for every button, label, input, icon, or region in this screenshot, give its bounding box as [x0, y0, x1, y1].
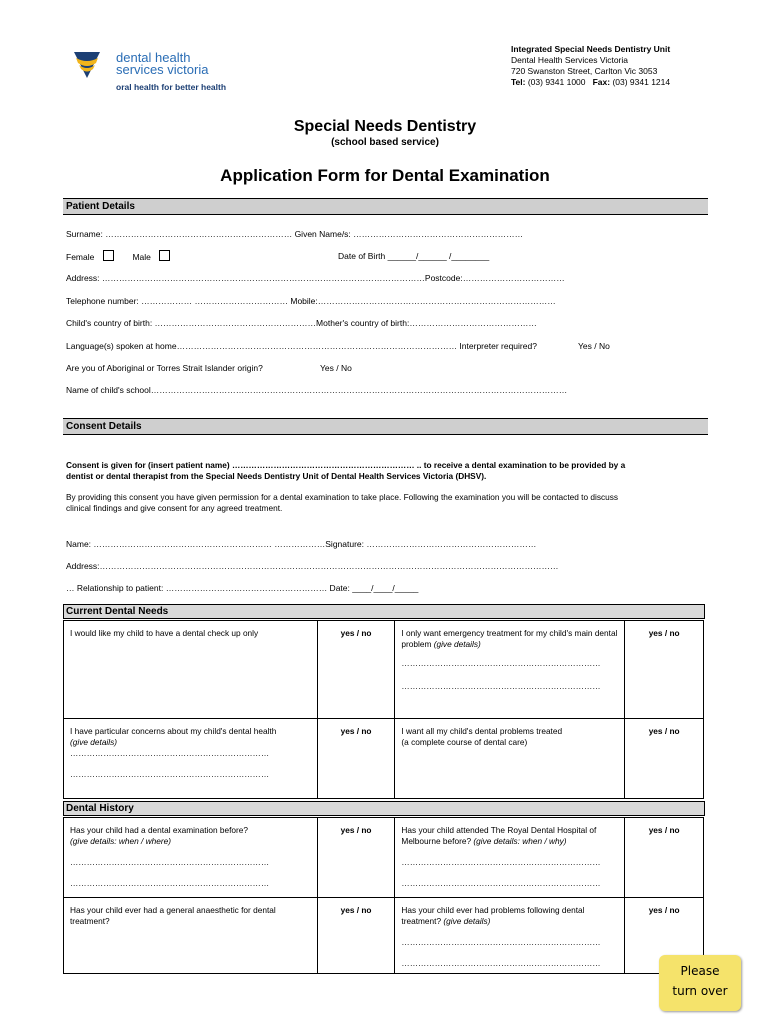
- consent-statement-line1: Consent is given for (insert patient name) ………………………………………………………… .. to receive a dental examination to be provided by a: [66, 460, 626, 470]
- unit-name: Integrated Special Needs Dentistry Unit: [511, 44, 671, 54]
- dhsv-logo: [72, 48, 232, 94]
- page-title: Special Needs Dentistry: [293, 118, 477, 135]
- needs-emergency-cell: [395, 621, 625, 719]
- please-turn-over-note: [659, 955, 741, 1011]
- logo-line2: services victoria: [116, 62, 209, 77]
- tel-number: (03) 9341 1000: [525, 77, 586, 87]
- consent-paragraph-line2: clinical findings and give consent for any agreed treatment.: [66, 503, 283, 513]
- history-problems-cell: [395, 898, 625, 974]
- needs-checkup-yes-no[interactable]: yes / no: [317, 621, 395, 719]
- needs-concerns-yes-no[interactable]: yes / no: [317, 719, 395, 799]
- needs-complete-subtext: (a complete course of dental care): [401, 737, 528, 747]
- consent-address-field[interactable]: Address:………………………………………………………………………………………………………………………………………………: [66, 561, 559, 571]
- needs-emergency-details-line2[interactable]: ………………………………………………………………: [401, 681, 601, 691]
- aboriginal-question: Are you of Aboriginal or Torres Strait Islander origin?: [66, 363, 263, 373]
- note-line2: turn over: [672, 984, 728, 998]
- relationship-date-field[interactable]: … Relationship to patient: ………………………………………………… Date: ____/____/_____: [66, 583, 419, 593]
- interpreter-yes-no[interactable]: Yes / No: [578, 341, 610, 351]
- country-of-birth-field[interactable]: Child's country of birth: …………………………………………………Mother's country of birth:………………………………………: [66, 318, 537, 328]
- needs-checkup-cell: [64, 621, 318, 719]
- logo-line1: dental health: [116, 50, 191, 65]
- female-checkbox[interactable]: [103, 250, 114, 261]
- note-line1: Please: [680, 964, 720, 978]
- history-problems-yes-no[interactable]: yes / no: [625, 898, 704, 974]
- table-row: [64, 719, 704, 799]
- female-label: Female: [66, 252, 95, 262]
- consent-paragraph-line1: By providing this consent you have given permission for a dental examination to take place. Following the examination you will be contacted to discuss: [66, 492, 619, 502]
- needs-emergency-text: I only want emergency treatment for my child's main dental problem: [401, 628, 618, 649]
- history-problems-details-line2[interactable]: ………………………………………………………………: [401, 958, 601, 968]
- consent-details-header: Consent Details: [63, 418, 708, 435]
- current-dental-needs-header: Current Dental Needs: [63, 604, 705, 619]
- telephone-field[interactable]: Telephone number: ……………… …………………………… Mobile:…………………………………………………………………………: [66, 296, 556, 306]
- needs-emergency-hint: (give details): [433, 639, 481, 649]
- history-exam-cell: [64, 818, 318, 898]
- history-rdhm-hint: (give details: when / why): [473, 836, 567, 846]
- needs-emergency-yes-no[interactable]: yes / no: [625, 621, 704, 719]
- history-exam-details-line1[interactable]: ………………………………………………………………: [70, 857, 270, 867]
- history-exam-details-line2[interactable]: ………………………………………………………………: [70, 878, 270, 888]
- address-field[interactable]: Address: ……………………………………………………………………………………………………Postcode:………………………………: [66, 273, 565, 283]
- history-rdhm-details-line2[interactable]: ………………………………………………………………: [401, 878, 601, 888]
- dob-field[interactable]: Date of Birth ______/______ /________: [338, 251, 490, 261]
- unit-address: 720 Swanston Street, Carlton Vic 3053: [511, 66, 658, 76]
- unit-address-block: [511, 44, 731, 88]
- fax-label: Fax:: [592, 77, 611, 87]
- history-problems-details-line1[interactable]: ………………………………………………………………: [401, 937, 601, 947]
- male-label: Male: [132, 252, 151, 262]
- gender-row: [66, 250, 170, 262]
- history-rdhm-yes-no[interactable]: yes / no: [625, 818, 704, 898]
- consent-name-signature-field[interactable]: Name: ……………………………………………………… ………………Signature: ……………………………………………………: [66, 539, 537, 549]
- unit-phone-fax: [511, 77, 731, 88]
- history-problems-text: Has your child ever had problems following dental treatment?: [401, 905, 585, 926]
- school-field[interactable]: Name of child's school…………………………………………………………………………………………………………………………………: [66, 385, 568, 395]
- history-problems-hint: (give details): [443, 916, 491, 926]
- history-exam-text: Has your child had a dental examination before?: [70, 825, 249, 835]
- consent-statement: [66, 460, 716, 482]
- history-rdhm-text: Has your child attended The Royal Dental Hospital of Melbourne before?: [401, 825, 597, 846]
- dental-history-header: Dental History: [63, 801, 705, 816]
- tel-label: Tel:: [511, 77, 526, 87]
- history-exam-yes-no[interactable]: yes / no: [317, 818, 395, 898]
- surname-field[interactable]: Surname: ………………………………………………………… Given Name/s: ……………………………………………………: [66, 229, 524, 239]
- history-anaesthetic-yes-no[interactable]: yes / no: [317, 898, 395, 974]
- history-anaesthetic-text: Has your child ever had a general anaesthetic for dental treatment?: [70, 905, 276, 926]
- history-rdhm-details-line1[interactable]: ………………………………………………………………: [401, 857, 601, 867]
- consent-paragraph: [66, 492, 716, 514]
- needs-concerns-hint: (give details): [70, 737, 118, 747]
- needs-emergency-details-line1[interactable]: ………………………………………………………………: [401, 658, 601, 668]
- dental-history-table: [63, 817, 704, 974]
- table-row: [64, 818, 704, 898]
- needs-complete-yes-no[interactable]: yes / no: [625, 719, 704, 799]
- current-dental-needs-table: [63, 620, 704, 799]
- needs-checkup-text: I would like my child to have a dental check up only: [70, 628, 259, 638]
- needs-complete-text: I want all my child's dental problems treated: [401, 726, 563, 736]
- consent-statement-line2: dentist or dental therapist from the Special Needs Dentistry Unit of Dental Health Services Victoria (DHSV).: [66, 471, 487, 481]
- form-title: Application Form for Dental Examination: [220, 166, 550, 185]
- needs-concerns-text: I have particular concerns about my child's dental health: [70, 726, 277, 736]
- fax-number: (03) 9341 1214: [610, 77, 671, 87]
- history-rdhm-cell: [395, 818, 625, 898]
- language-field[interactable]: Language(s) spoken at home……………………………………………………………………………………… Interpreter required?: [66, 341, 537, 351]
- table-row: [64, 621, 704, 719]
- table-row: [64, 898, 704, 974]
- dhsv-logo-icon: [72, 50, 102, 80]
- logo-tagline: oral health for better health: [116, 82, 227, 92]
- patient-details-header: Patient Details: [63, 198, 708, 215]
- history-exam-hint: (give details: when / where): [70, 836, 171, 846]
- male-checkbox[interactable]: [159, 250, 170, 261]
- needs-concerns-cell: [64, 719, 318, 799]
- history-anaesthetic-cell: [64, 898, 318, 974]
- aboriginal-yes-no[interactable]: Yes / No: [320, 363, 352, 373]
- needs-concerns-details-line1[interactable]: ………………………………………………………………: [70, 748, 270, 758]
- needs-concerns-details-line2[interactable]: ………………………………………………………………: [70, 769, 270, 779]
- page-subtitle: (school based service): [331, 137, 439, 148]
- needs-complete-cell: [395, 719, 625, 799]
- unit-org: Dental Health Services Victoria: [511, 55, 629, 65]
